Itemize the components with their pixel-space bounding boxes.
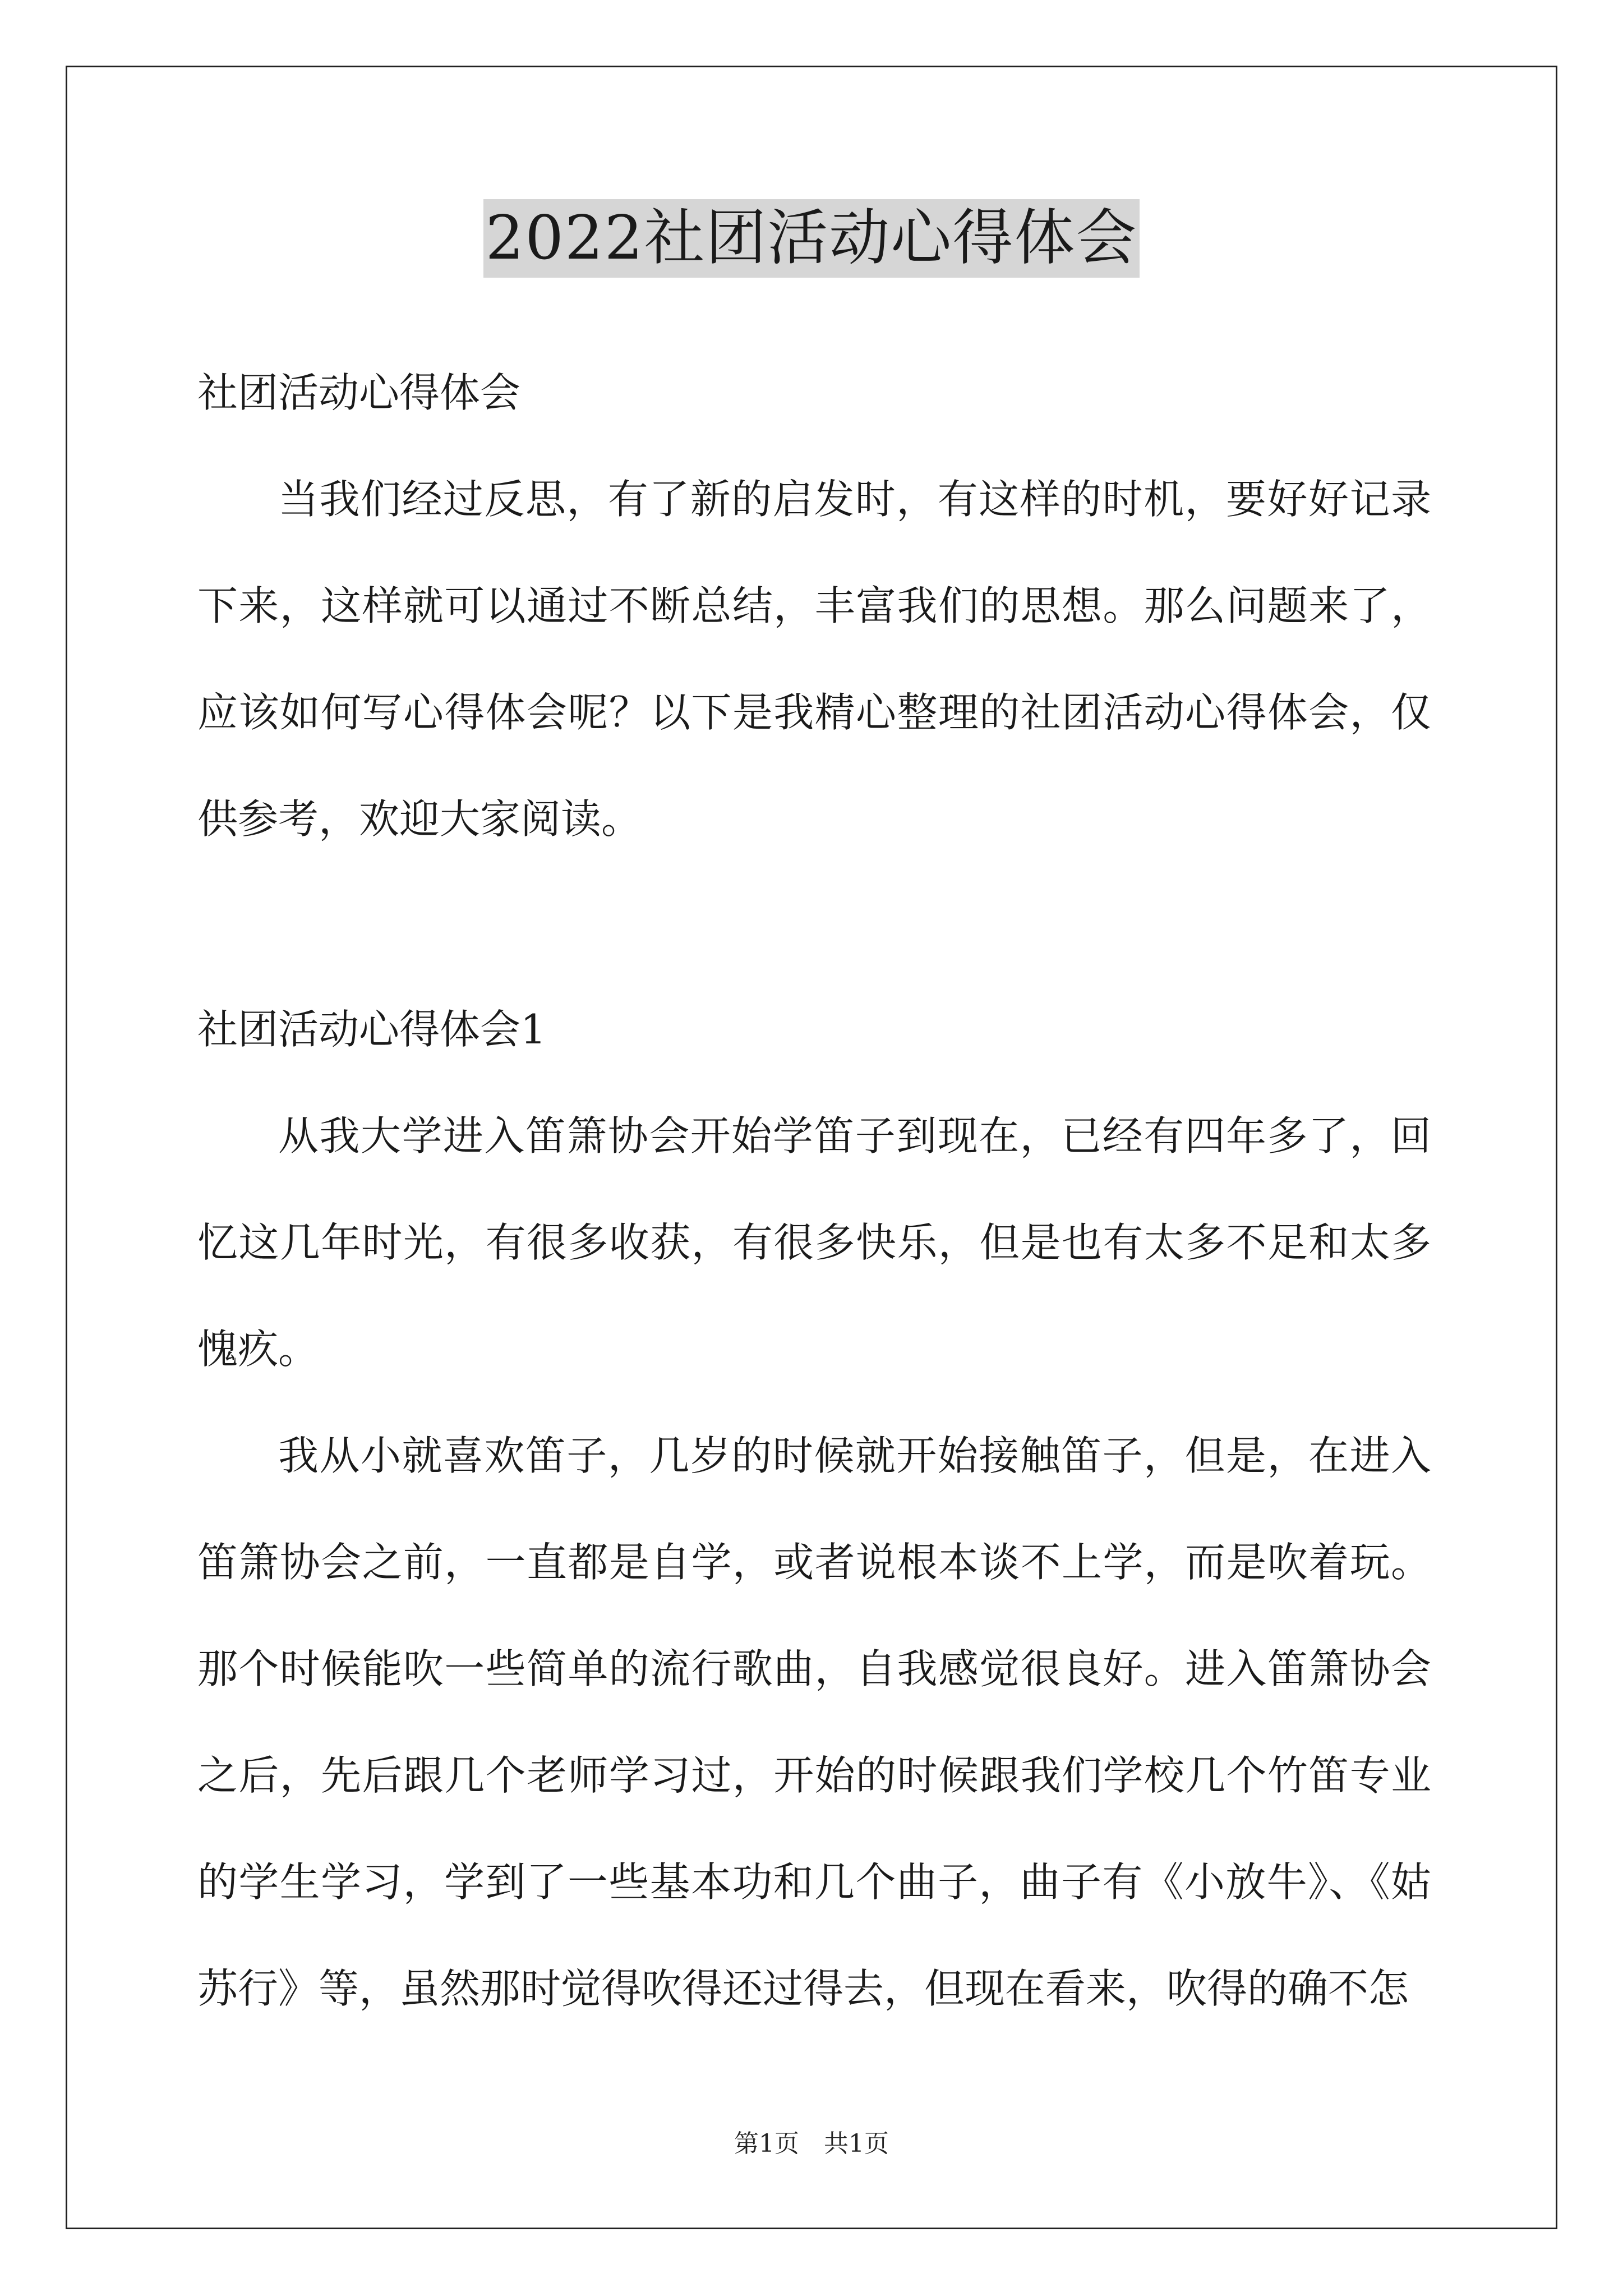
body-paragraph: 我从小就喜欢笛子，几岁的时候就开始接触笛子，但是，在进入笛箫协会之前，一直都是自学，或者说根本谈不上学，而是吹着玩。那个时候能吹一些简单的流行歌曲，自我感觉很良好。进入笛箫协会之后，先后跟几个老师学习过，开始的时候跟我们学校几个竹笛专业的学生学习，学到了一些基本功和几个曲子，曲子有《小放牛》、《姑苏行》等，虽然那时觉得吹得还过得去，但现在看来，吹得的确不怎 xyxy=(197,1432,1431,2012)
section-heading: 社团活动心得体会1 xyxy=(197,1006,546,1053)
document-title: 2022社团活动心得体会 xyxy=(483,199,1140,278)
page-footer: 第1页 共1页 xyxy=(734,2129,889,2158)
section-spacer xyxy=(197,872,1431,976)
intro-paragraph: 当我们经过反思，有了新的启发时，有这样的时机，要好好记录下来，这样就可以通过不断总结，丰富我们的思想。那么问题来了，应该如何写心得体会呢？以下是我精心整理的社团活动心得体会，仅供参考，欢迎大家阅读。 xyxy=(197,476,1431,843)
document-subtitle: 社团活动心得体会 xyxy=(197,369,521,416)
body-paragraph: 从我大学进入笛箫协会开始学笛子到现在，已经有四年多了，回忆这几年时光，有很多收获，有很多快乐，但是也有太多不足和太多愧疚。 xyxy=(197,1112,1431,1373)
document-body xyxy=(197,339,1431,2042)
title-container xyxy=(0,199,1623,278)
